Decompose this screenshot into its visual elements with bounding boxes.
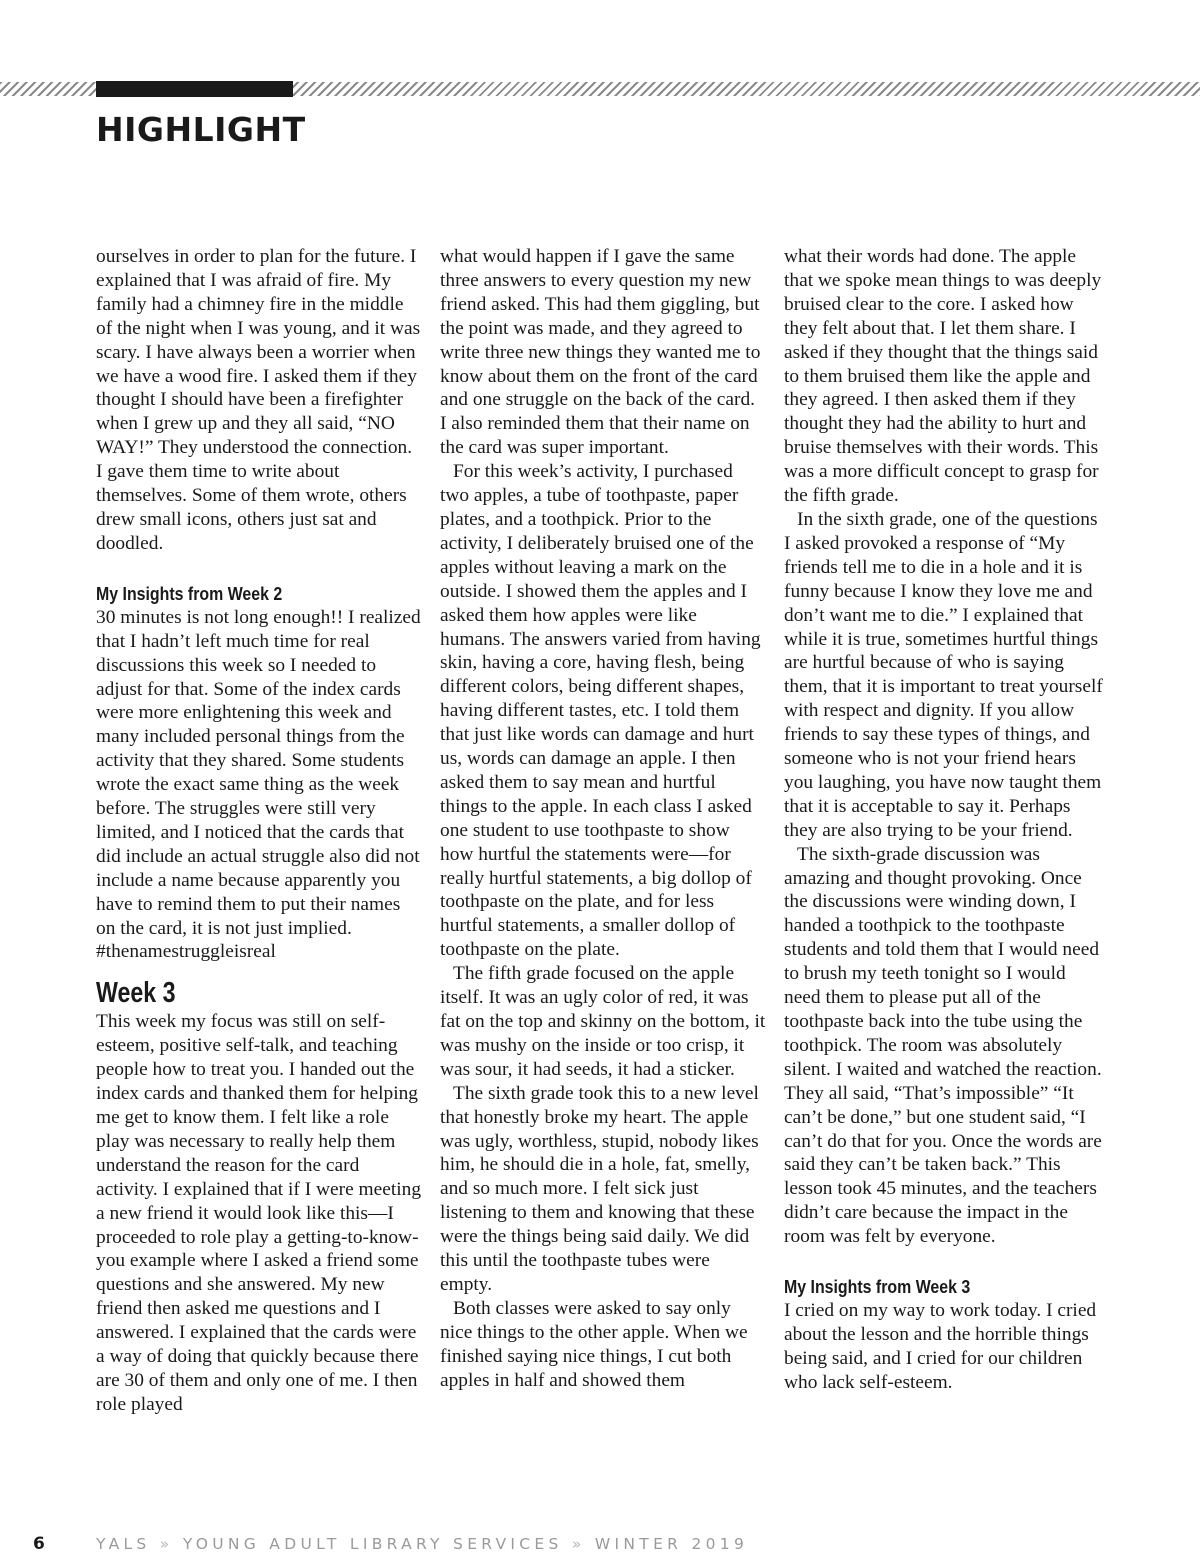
journal-abbr: YALS xyxy=(96,1535,151,1553)
issue-label: WINTER 2019 xyxy=(594,1535,749,1553)
paragraph: The sixth-grade discussion was amazing and thought provoking. Once the discussions were winding down, I handed a toothpick to the toothpaste students and told them that I would need to brush my teeth tonight so I would need them to please put all of the toothpaste back into the tube using the toothpick. The room was absolutely silent. I waited and watched the reaction. They all said, “That’s impossible” “It can’t be done,” but one student said, “I can’t do that for you. Once the words are said they can’t be taken back.” This lesson took 45 minutes, and the teachers didn’t care because the impact in the room was felt by everyone. xyxy=(784,843,1102,1248)
paragraph: 30 minutes is not long enough!! I realized that I hadn’t left much time for real discussions this week so I needed to adjust for that. Some of the index cards were more enlightening this week and many included personal things from the activity that they shared. Some students wrote the exact same thing as the week before. The struggles were still very limited, and I noticed that the cards that did include an actual struggle also did not include a name because apparently you have to remind them to put their names on the card, it is not just implied. #thenamestruggleisreal xyxy=(96,606,421,963)
subheading: My Insights from Week 2 xyxy=(96,582,283,604)
header-solid-bar xyxy=(96,81,293,97)
text-column-1 xyxy=(96,245,422,1417)
page-number: 6 xyxy=(33,1534,45,1554)
text-column-2 xyxy=(440,245,766,1393)
paragraph: what their words had done. The apple that we spoke mean things to was deeply bruised clear to the core. I asked how they felt about that. I let them share. I asked if they thought that the things said to them bruised them like the apple and they agreed. I then asked them if they thought they had the ability to hurt and bruise themselves with their words. This was a more difficult concept to grasp for the fifth grade. xyxy=(784,246,1102,507)
section-title: HIGHLIGHT xyxy=(96,110,306,149)
paragraph: In the sixth grade, one of the questions I asked provoked a response of “My friends tell me to die in a hole and it is funny because I know they love me and don’t want me to die.” I explained that while it is true, sometimes hurtful things are hurtful because of who is saying them, that it is important to treat yourself with respect and dignity. If you allow friends to say these types of things, and someone who is not your friend hears you laughing, you have now taught them that it is acceptable to say it. Perhaps they are also trying to be your friend. xyxy=(784,508,1103,841)
journal-name: YOUNG ADULT LIBRARY SERVICES xyxy=(182,1535,563,1553)
paragraph: For this week’s activity, I purchased two apples, a tube of toothpaste, paper plates, and a toothpick. Prior to the activity, I deliberately bruised one of the apples without leaving a mark on the outside. I showed them the apples and I asked them how apples were like humans. The answers varied from having skin, having a core, having flesh, being different colors, being different shapes, having different tastes, etc. I told them that just like words can damage and hurt us, words can damage an apple. I then asked them to say mean and hurtful things to the apple. In each class I asked one student to use toothpaste to show how hurtful the statements were—for really hurtful statements, a big dollop of toothpaste on the plate, and for less hurtful statements, a smaller dollop of toothpaste on the plate. xyxy=(440,461,761,961)
running-footer xyxy=(96,1535,748,1553)
week-heading: Week 3 xyxy=(96,977,176,1010)
paragraph: The fifth grade focused on the apple itself. It was an ugly color of red, it was fat on the top and skinny on the bottom, it was mushy on the inside or too crisp, it was sour, it had seeds, it had a sticker. xyxy=(440,963,766,1080)
paragraph: This week my focus was still on self-esteem, positive self-talk, and teaching people how to treat you. I handed out the index cards and thanked them for helping me get to know them. I felt like a role play was necessary to really help them understand the reason for the card activity. I explained that if I were meeting a new friend it would look like this—I proceeded to role play a getting-to-know-you example where I asked a friend some questions and she answered. My new friend then asked me questions and I answered. I explained that the cards were a way of doing that quickly because there are 30 of them and only one of me. I then role played xyxy=(96,1011,422,1415)
subheading: My Insights from Week 3 xyxy=(784,1276,971,1298)
paragraph: Both classes were asked to say only nice things to the other apple. When we finished saying nice things, I cut both apples in half and showed them xyxy=(440,1297,748,1391)
separator-icon: » xyxy=(571,1535,586,1553)
text-column-3 xyxy=(784,245,1106,1395)
separator-icon: » xyxy=(159,1535,174,1553)
paragraph: The sixth grade took this to a new level that honestly broke my heart. The apple was ugly, worthless, stupid, nobody likes him, he should die in a hole, fat, smelly, and so much more. I felt sick just listening to them and knowing that these were the things being said daily. We did this until the toothpaste tubes were empty. xyxy=(440,1082,759,1295)
paragraph: ourselves in order to plan for the future. I explained that I was afraid of fire. My family had a chimney fire in the middle of the night when I was young, and it was scary. I have always been a worrier when we have a wood fire. I asked them if they thought I should have been a firefighter when I grew up and they all said, “NO WAY!” They understood the connection. I gave them time to write about themselves. Some of them wrote, others drew small icons, others just sat and doodled. xyxy=(96,246,421,554)
paragraph: what would happen if I gave the same three answers to every question my new friend asked. This had them giggling, but the point was made, and they agreed to write three new things they wanted me to know about them on the front of the card and one struggle on the back of the card. I also reminded them that their name on the card was super important. xyxy=(440,246,761,459)
paragraph: I cried on my way to work today. I cried about the lesson and the horrible things being said, and I cried for our children who lack self-esteem. xyxy=(784,1300,1097,1393)
page-footer xyxy=(0,1534,1200,1558)
